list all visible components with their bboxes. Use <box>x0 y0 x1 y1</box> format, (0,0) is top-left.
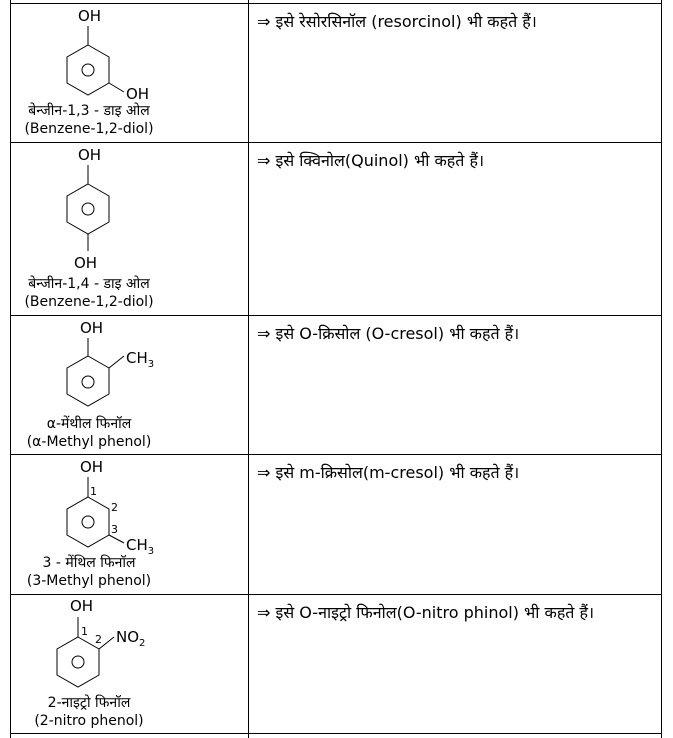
structure-cell <box>10 455 248 594</box>
table-row <box>10 4 661 142</box>
table-row <box>10 143 661 315</box>
table-border-right <box>661 0 662 738</box>
table-row <box>10 455 661 594</box>
oh-label-top: OH <box>78 7 102 25</box>
description-text: ⇒ इसे क्विनोल(Quinol) भी कहते हैं। <box>257 151 485 170</box>
compound-name-english: (Benzene-1,2-diol) <box>24 121 154 137</box>
table-row <box>10 595 661 733</box>
nitro-label: $NO_2$ <box>116 628 146 649</box>
methyl-label: $CH_3$ <box>126 536 155 557</box>
compound-name-hindi: बेन्जीन-1,4 - डाइ ओल <box>28 276 150 292</box>
oh-label-top: OH <box>80 458 104 476</box>
description-text: ⇒ इसे O-क्रिसोल (O-cresol) भी कहते हैं। <box>257 324 520 343</box>
compound-name-hindi: α-मेंथील फिनॉल <box>46 416 132 432</box>
description-cell <box>248 455 661 594</box>
compound-name-english: (3-Methyl phenol) <box>26 573 152 589</box>
description-text: ⇒ इसे O-नाइट्रो फिनोल(O-nitro phinol) भी कहते हैं। <box>257 603 595 622</box>
table-row <box>10 316 661 454</box>
compound-name-hindi: बेन्जीन-1,3 - डाइ ओल <box>28 103 150 119</box>
description-cell <box>248 316 661 454</box>
oh-label-top: OH <box>70 597 94 615</box>
compound-name-hindi: 3 - मेंथिल फिनॉल <box>42 555 136 571</box>
compound-name-english: (Benzene-1,2-diol) <box>24 294 154 310</box>
description-cell <box>248 4 661 142</box>
oh-label-bottom: OH <box>74 254 98 272</box>
oh-label-top: OH <box>80 319 104 337</box>
description-text: ⇒ इसे m-क्रिसोल(m-cresol) भी कहते हैं। <box>257 463 520 482</box>
structure-cell <box>10 316 248 454</box>
oh-label-top: OH <box>78 146 102 164</box>
position-3: 3 <box>111 523 118 536</box>
position-1: 1 <box>90 485 97 498</box>
row-divider <box>10 733 662 734</box>
structure-cell <box>10 143 248 315</box>
oh-label-meta: OH <box>126 85 150 103</box>
structure-cell <box>10 4 248 142</box>
compound-name-english: (2-nitro phenol) <box>34 713 144 729</box>
compound-name-english: (α-Methyl phenol) <box>26 434 152 450</box>
structure-cell <box>10 595 248 733</box>
methyl-label: $CH_3$ <box>126 349 155 370</box>
compound-name-hindi: 2-नाइट्रो फिनॉल <box>47 695 131 711</box>
description-cell <box>248 595 661 733</box>
description-cell <box>248 143 661 315</box>
position-2: 2 <box>95 633 102 646</box>
description-text: ⇒ इसे रेसोरसिनॉल (resorcinol) भी कहते हैं। <box>257 12 537 31</box>
position-2: 2 <box>111 501 118 514</box>
position-1: 1 <box>81 625 88 638</box>
